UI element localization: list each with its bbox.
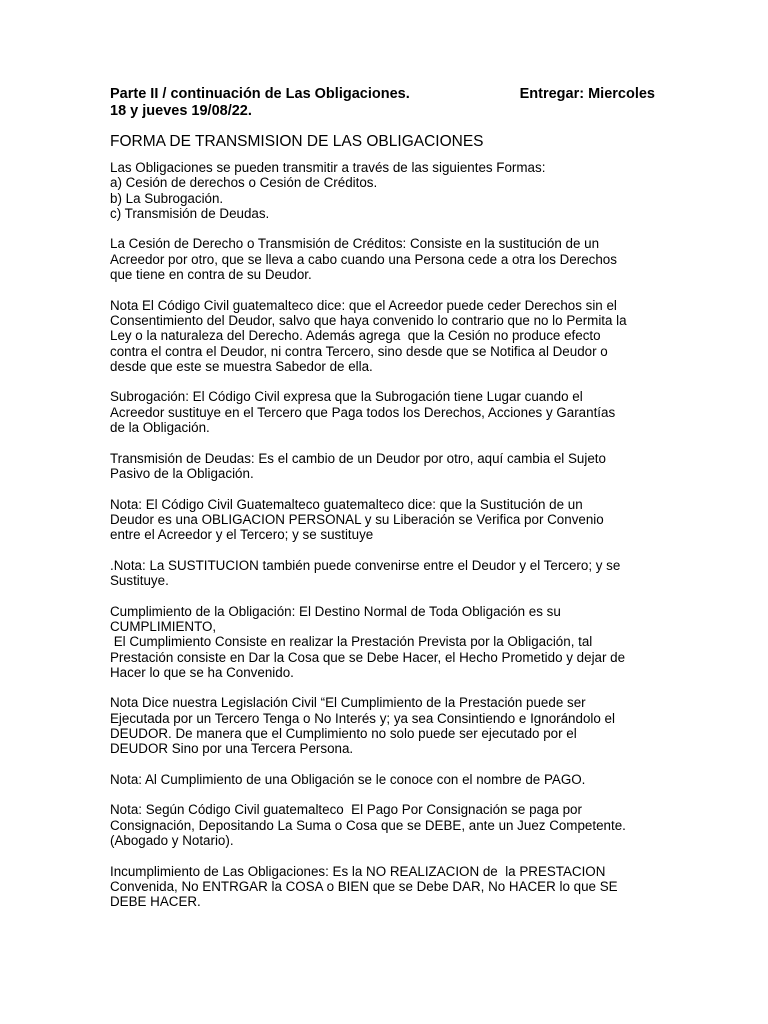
text-line: DEBE HACER. [110,894,201,910]
heading-title: Parte II / continuación de Las Obligaciones. [110,86,410,102]
text-line: Prestación consiste en Dar la Cosa que se Debe Hacer, el Hecho Prometido y dejar de [110,649,626,665]
text-line: desde que este se muestra Sabedor de ella. [110,358,373,374]
paragraph [110,451,670,482]
text-line: Nota Dice nuestra Legislación Civil “El Cumplimiento de la Prestación puede ser [110,695,586,711]
heading-row [110,86,655,103]
text-line: c) Transmisión de Deudas. [110,205,270,221]
text-line: Ley o la naturaleza del Derecho. Además agrega que la Cesión no produce efecto [110,328,601,344]
text-line: Nota: El Código Civil Guatemalteco guatemalteco dice: que la Sustitución de un [110,496,583,512]
text-line: Nota: Al Cumplimiento de una Obligación se le conoce con el nombre de PAGO. [110,771,586,787]
text-line: Incumplimiento de Las Obligaciones: Es la NO REALIZACION de la PRESTACION [110,863,606,879]
text-line: Acreedor sustituye en el Tercero que Paga todos los Derechos, Acciones y Garantías [110,404,616,420]
paragraph [110,389,670,435]
text-line: a) Cesión de derechos o Cesión de Créditos. [110,175,378,191]
text-line: entre el Acreedor y el Tercero; y se sustituye [110,527,374,543]
paragraph [110,864,670,910]
text-line: La Cesión de Derecho o Transmisión de Créditos: Consiste en la sustitución de un [110,236,600,252]
text-line: Transmisión de Deudas: Es el cambio de un Deudor por otro, aquí cambia el Sujeto [110,450,606,466]
paragraph [110,160,670,221]
paragraph [110,772,670,787]
paragraph [110,236,670,282]
text-line: Consentimiento del Deudor, salvo que haya convenido lo contrario que no lo Permita la [110,312,627,328]
text-line: DEUDOR. De manera que el Cumplimiento no solo puede ser ejecutado por el [110,725,577,741]
text-line: Consignación, Depositando La Suma o Cosa que se DEBE, ante un Juez Competente. [110,817,626,833]
text-line: Ejecutada por un Tercero Tenga o No Interés y; ya sea Consintiendo e Ignorándolo el [110,710,615,726]
paragraph [110,802,670,848]
document-body [110,160,670,925]
text-line: .Nota: La SUSTITUCION también puede convenirse entre el Deudor y el Tercero; y se [110,557,621,573]
text-line: Subrogación: El Código Civil expresa que la Subrogación tiene Lugar cuando el [110,389,583,405]
paragraph [110,298,670,374]
text-line: Nota: Según Código Civil guatemalteco El Pago Por Consignación se paga por [110,802,582,818]
text-line: que tiene en contra de su Deudor. [110,267,312,283]
text-line: DEUDOR Sino por una Tercera Persona. [110,741,354,757]
text-line: Hacer lo que se ha Convenido. [110,664,294,680]
text-line: (Abogado y Notario). [110,833,234,849]
text-line: de la Obligación. [110,420,210,436]
heading-due-date: Entregar: Miercoles [519,86,655,102]
text-line: Pasivo de la Obligación. [110,465,254,481]
text-line: Las Obligaciones se pueden transmitir a través de las siguientes Formas: [110,160,546,175]
document-heading [110,86,655,120]
paragraph [110,558,670,589]
text-line: Convenida, No ENTRGAR la COSA o BIEN que se Debe DAR, No HACER lo que SE [110,878,618,894]
text-line: CUMPLIMIENTO, [110,618,217,634]
text-line: Sustituye. [110,573,169,589]
text-line: Cumplimiento de la Obligación: El Destino Normal de Toda Obligación es su [110,603,561,619]
section-title: FORMA DE TRANSMISION DE LAS OBLIGACIONES [110,133,484,150]
text-line: Acreedor por otro, que se lleva a cabo cuando una Persona cede a otra los Derechos [110,251,617,267]
paragraph [110,497,670,543]
heading-dates: 18 y jueves 19/08/22. [110,103,252,119]
text-line: El Cumplimiento Consiste en realizar la Prestación Prevista por la Obligación, tal [110,634,593,650]
text-line: contra el contra el Deudor, ni contra Tercero, sino desde que se Notifica al Deudor o [110,343,608,359]
text-line: b) La Subrogación. [110,190,224,206]
paragraph [110,695,670,756]
text-line: Nota El Código Civil guatemalteco dice: que el Acreedor puede ceder Derechos sin el [110,297,617,313]
paragraph [110,604,670,680]
text-line: Deudor es una OBLIGACION PERSONAL y su Liberación se Verifica por Convenio [110,511,604,527]
